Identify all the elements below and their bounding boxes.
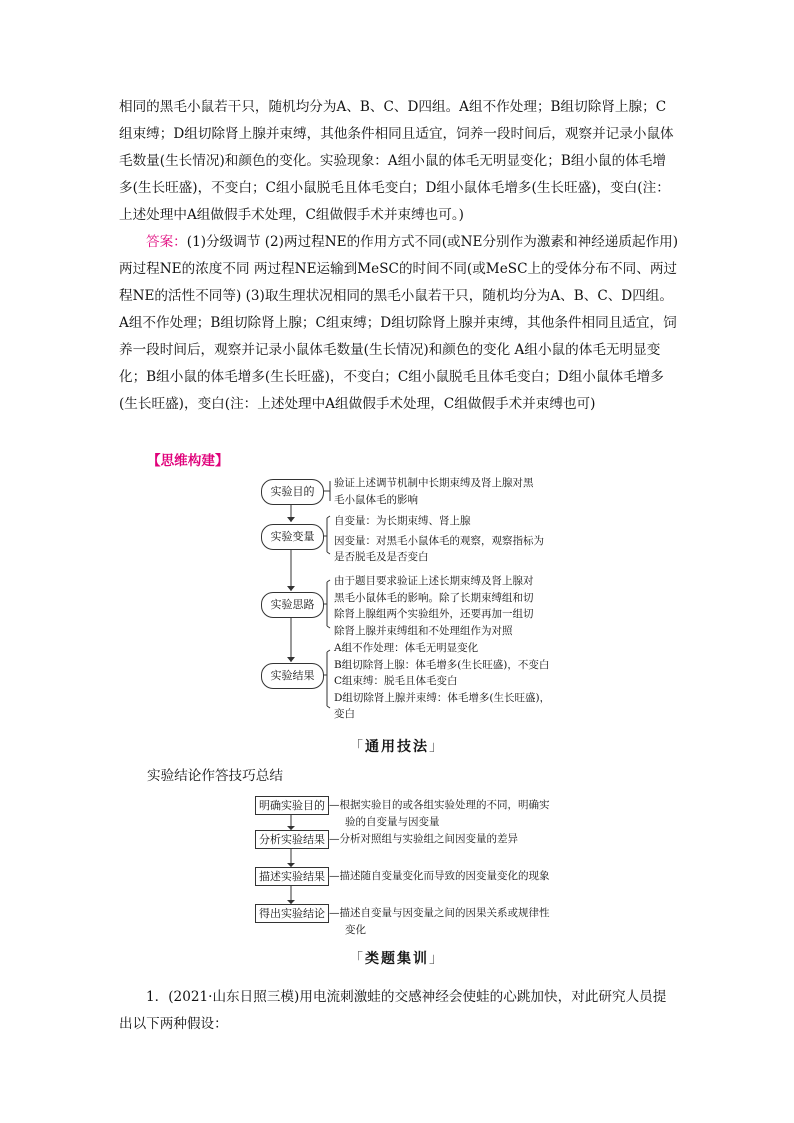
text-line: 自变量：为长期束缚、肾上腺: [334, 515, 471, 527]
text-line: 黑毛小鼠体毛的影响。除了长期束缚组和切: [334, 591, 534, 604]
step-text-conclusion: [329, 905, 579, 939]
step-box-analyze-results: 分析实验结果: [255, 830, 329, 849]
flow-text-purpose: [334, 475, 594, 508]
text-line: 是否脱毛及是否变白: [334, 551, 429, 563]
thinking-title: 【思维构建】: [147, 453, 229, 469]
intro-paragraph: 相同的黑毛小鼠若干只，随机均分为A、B、C、D四组。A组不作处理；B组切除肾上腺；C组束缚；D组切除肾上腺并束缚，其他条件相同且适宜，饲养一段时间后，观察并记录小鼠体毛数量(生长情况)和颜色的变化。实验现象：A组小鼠的体毛无明显变化；B组小鼠的体毛增多(生长旺盛)，不变白；C组小鼠脱毛且体毛变白；D组小鼠体毛增多(生长旺盛)，变白(注：上述处理中A组做假手术处理，C组做假手术并束缚也可。): [119, 99, 674, 223]
bracket-open: 「: [349, 951, 365, 967]
step-text-describe-results: [329, 868, 579, 885]
section-title-general-skills: [0, 736, 794, 756]
general-skills-subtitle: 实验结论作答技巧总结: [147, 768, 283, 784]
text-line: 除肾上腺组两个实验组外，还要再加一组切: [334, 608, 534, 620]
answer-label: 答案：: [146, 234, 187, 250]
flow-node-purpose: 实验目的: [261, 479, 324, 505]
step-text-analyze-results: [329, 831, 579, 848]
text-line: 因变量：对黑毛小鼠体毛的观察，观察指标为: [334, 534, 544, 547]
flow-node-approach: 实验思路: [261, 592, 324, 618]
text-line: 毛小鼠体毛的影响: [334, 493, 418, 506]
step-box-clarify-purpose: 明确实验目的: [255, 796, 329, 815]
bracket-close: 」: [429, 951, 445, 967]
section-title-text: 通用技法: [365, 739, 429, 755]
bracket-open: 「: [349, 739, 365, 755]
step-text-clarify-purpose: [329, 797, 579, 831]
section-title-text: 类题集训: [365, 951, 429, 967]
text-line: —根据实验目的或各组实验处理的不同，明确实: [329, 799, 550, 811]
flow-node-variables: 实验变量: [261, 524, 324, 550]
text-line: A组不作处理：体毛无明显变化: [334, 642, 479, 654]
section-title-similar-practice: [0, 948, 794, 968]
text-line: 由于题目要求验证上述长期束缚及肾上腺对: [334, 575, 534, 587]
text-line: —描述随自变量变化而导致的因变量变化的现象: [329, 870, 550, 882]
text-line: 验的自变量与因变量: [345, 816, 440, 828]
text-line: 变化: [345, 924, 366, 936]
text-line: 变白: [334, 708, 355, 720]
text-line: —分析对照组与实验组之间因变量的差异: [329, 833, 518, 845]
text-line: —描述自变量与因变量之间的因果关系或规律性: [329, 907, 550, 919]
flow-text-approach: [334, 573, 594, 639]
step-box-conclusion: 得出实验结论: [255, 904, 329, 923]
flow-text-variables: [334, 513, 594, 566]
text-line: 验证上述调节机制中长期束缚及肾上腺对黑: [334, 477, 534, 489]
question-1: 1．(2021·山东日照三模)用电流刺激蛙的交感神经会使蛙的心跳加快，对此研究人员提出以下两种假设：: [119, 989, 667, 1032]
step-box-describe-results: 描述实验结果: [255, 867, 329, 886]
text-line: D组切除肾上腺并束缚：体毛增多(生长旺盛)，: [334, 691, 551, 704]
text-line: B组切除肾上腺：体毛增多(生长旺盛)，不变白: [334, 658, 550, 671]
text-line: 除肾上腺并束缚组和不处理组作为对照: [334, 624, 513, 637]
flow-text-results: [334, 640, 594, 723]
answer-text: (1)分级调节 (2)两过程NE的作用方式不同(或NE分别作为激素和神经递质起作用) 两过程NE的浓度不同 两过程NE运输到MeSC的时间不同(或MeSC上的受体分布不同、两过程NE的活性不同等) (3)取生理状况相同的黑毛小鼠若干只，随机均分为A、B、C、D四组。A组不作处理；B组切除肾上腺；C组束缚；D组切除肾上腺并束缚，其他条件相同且适宜，饲养一段时间后，观察并记录小鼠体毛数量(生长情况)和颜色的变化 A组小鼠的体毛无明显变化；B组小鼠的体毛增多(生长旺盛)，不变白；C组小鼠脱毛且体毛变白；D组小鼠体毛增多(生长旺盛)，变白(注：上述处理中A组做假手术处理，C组做假手术并束缚也可): [119, 234, 679, 412]
flow-node-results: 实验结果: [261, 663, 324, 689]
bracket-close: 」: [429, 739, 445, 755]
text-line: C组束缚：脱毛且体毛变白: [334, 675, 458, 687]
